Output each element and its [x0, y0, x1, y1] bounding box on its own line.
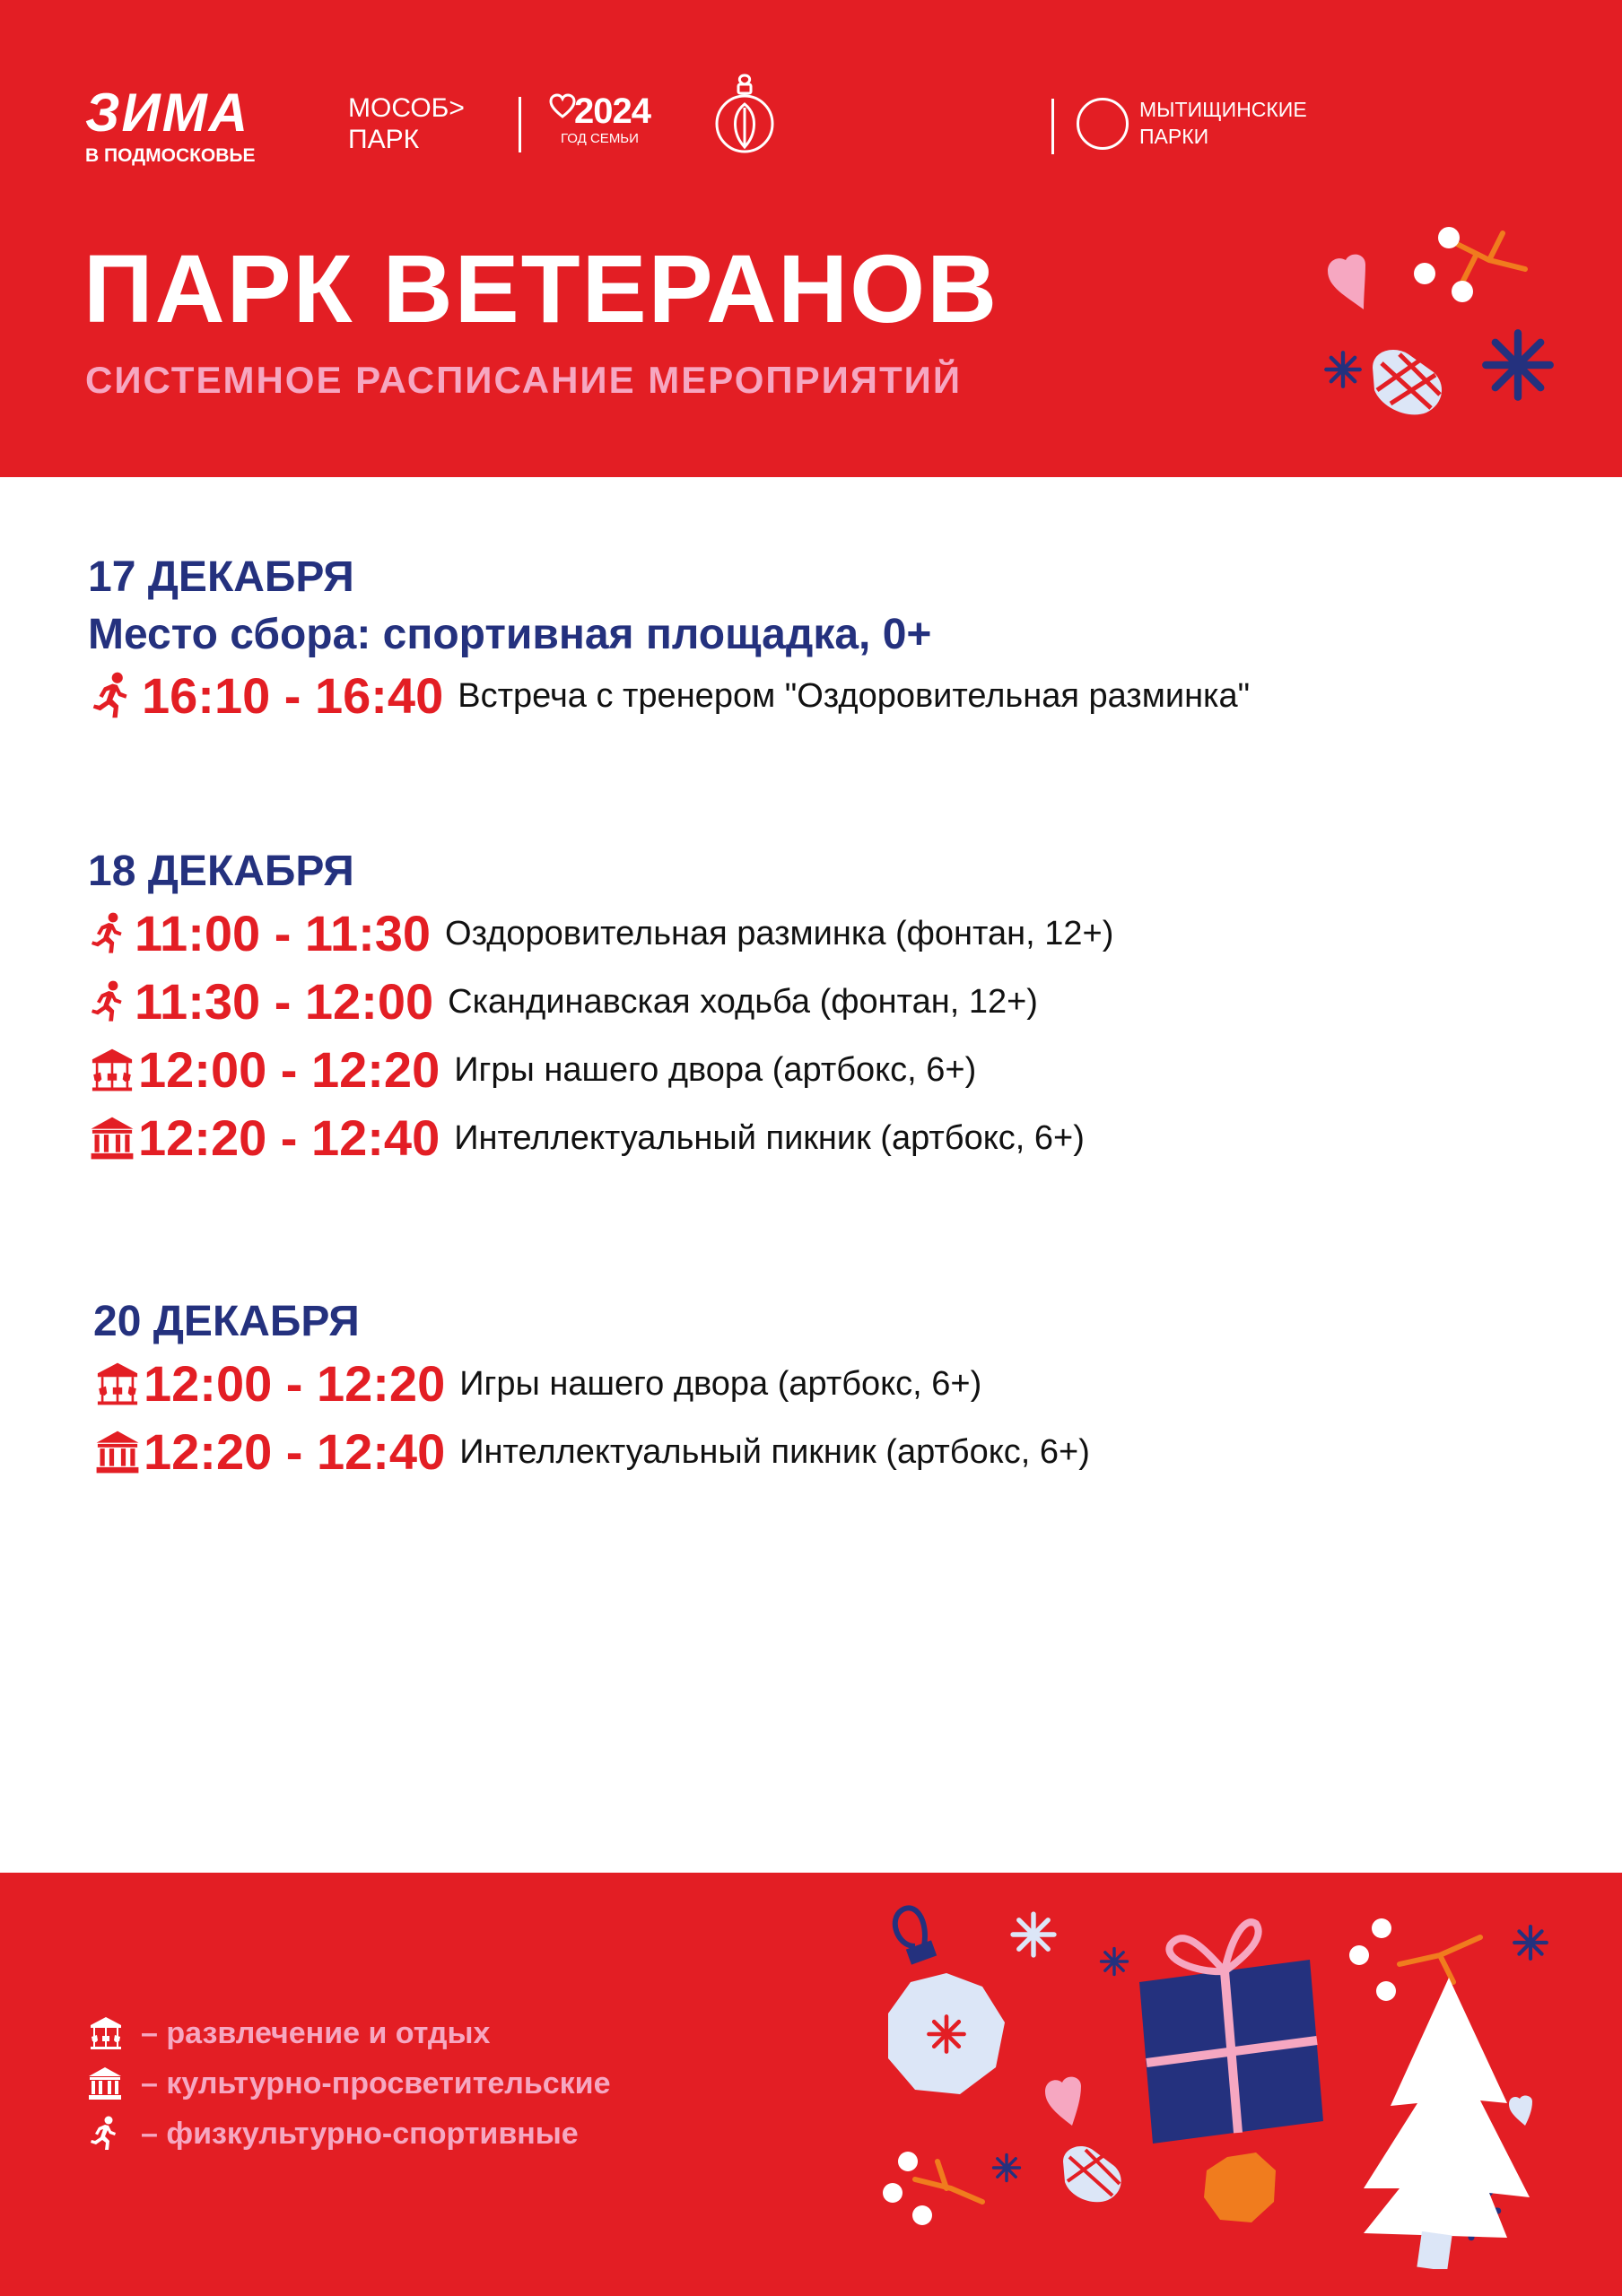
event-time: 12:20 - 12:40	[144, 1423, 446, 1480]
mosobpark-logo	[348, 93, 465, 155]
event-description: Интеллектуальный пикник (артбокс, 6+)	[454, 1119, 1085, 1157]
legend-label: – развлечение и отдых	[141, 2015, 491, 2050]
legend-item	[85, 2114, 579, 2153]
event-description: Скандинавская ходьба (фонтан, 12+)	[448, 983, 1038, 1021]
year-of-family-year	[549, 93, 650, 129]
berries-icon	[883, 2152, 982, 2225]
legend-label: – физкультурно-спортивные	[141, 2116, 579, 2151]
museum-icon	[85, 2066, 125, 2101]
zima-logo-title: ЗИМА	[85, 83, 250, 143]
header-decorations	[1319, 215, 1588, 439]
date-heading: 20 ДЕКАБРЯ	[93, 1298, 360, 1345]
runner-icon	[87, 672, 135, 720]
carousel-icon	[86, 1047, 138, 1093]
event-time: 11:30 - 12:00	[135, 973, 434, 1030]
snowflake-icon	[1326, 352, 1359, 386]
event-row	[86, 973, 1038, 1030]
event-row	[86, 1109, 1085, 1166]
heart-icon	[1045, 2077, 1081, 2126]
event-row	[86, 667, 1251, 724]
event-description: Интеллектуальный пикник (артбокс, 6+)	[459, 1433, 1090, 1471]
ornament-logo-icon	[713, 72, 776, 154]
page-subtitle: СИСТЕМНОЕ РАСПИСАНИЕ МЕРОПРИЯТИЙ	[85, 359, 963, 401]
event-row	[92, 1423, 1090, 1480]
snowflake-icon	[994, 2155, 1020, 2181]
event-row	[86, 905, 1114, 961]
event-time: 11:00 - 11:30	[135, 905, 432, 961]
museum-icon	[92, 1429, 143, 1475]
runner-icon	[85, 2116, 123, 2152]
snowflake-icon	[1102, 1949, 1128, 1975]
mitten-icon	[1063, 2146, 1121, 2202]
christmas-tree-icon	[1364, 1978, 1530, 2269]
event-row	[86, 1041, 977, 1098]
mosobpark-logo-line1: МОСОБ>	[348, 93, 465, 123]
legend-label: – культурно-просветительские	[141, 2066, 611, 2100]
year-of-family-logo	[549, 93, 650, 146]
page-title: ПАРК ВЕТЕРАНОВ	[83, 234, 999, 343]
date-heading: 18 ДЕКАБРЯ	[88, 848, 354, 895]
museum-icon	[87, 1115, 137, 1161]
year-of-family-year-text: 2024	[574, 91, 650, 131]
event-time: 16:10 - 16:40	[142, 667, 444, 724]
logo-divider-2	[1051, 99, 1054, 154]
event-description: Оздоровительная разминка (фонтан, 12+)	[445, 915, 1114, 952]
zima-logo-subtitle: В ПОДМОСКОВЬЕ	[85, 145, 256, 166]
mytishchi-parks-line2: ПАРКИ	[1139, 124, 1209, 148]
snowflake-icon	[1486, 333, 1549, 396]
legend-item	[85, 2064, 611, 2103]
event-row	[92, 1355, 982, 1412]
meeting-place: Место сбора: спортивная площадка, 0+	[88, 611, 932, 658]
footer-decorations	[861, 1892, 1561, 2269]
orange-icon	[1204, 2152, 1276, 2222]
runner-icon	[86, 912, 129, 955]
event-time: 12:00 - 12:20	[138, 1041, 440, 1098]
event-description: Игры нашего двора (артбокс, 6+)	[454, 1051, 977, 1089]
event-description: Игры нашего двора (артбокс, 6+)	[459, 1365, 982, 1403]
gift-box-icon	[1139, 1922, 1323, 2144]
berries-icon	[1349, 1918, 1480, 2001]
mytishchi-parks-line1: МЫТИЩИНСКИЕ	[1139, 98, 1307, 121]
heart-icon	[1509, 2095, 1532, 2126]
legend-item	[85, 2013, 490, 2053]
heart-icon	[1328, 255, 1365, 309]
mitten-icon	[1373, 350, 1442, 414]
logo-divider	[519, 97, 521, 152]
snowflake-icon	[1013, 1914, 1054, 1955]
date-heading: 17 ДЕКАБРЯ	[88, 553, 354, 601]
carousel-icon	[85, 2015, 126, 2051]
christmas-ornament-icon	[888, 1908, 1005, 2094]
event-time: 12:20 - 12:40	[138, 1109, 440, 1166]
berries-icon	[1414, 227, 1525, 302]
mytishchi-parks-logo	[1077, 97, 1307, 151]
mytishchi-parks-emblem-icon	[1077, 98, 1129, 150]
event-time: 12:00 - 12:20	[144, 1355, 446, 1412]
zima-logo	[85, 83, 256, 167]
snowflake-icon	[1514, 1926, 1547, 1959]
event-description: Встреча с тренером "Оздоровительная разминка"	[458, 677, 1251, 715]
runner-icon	[86, 980, 129, 1023]
carousel-icon	[92, 1361, 144, 1407]
year-of-family-subtitle: ГОД СЕМЬИ	[561, 131, 639, 146]
mosobpark-logo-line2: ПАРК	[348, 124, 420, 154]
heart-icon	[549, 93, 576, 118]
